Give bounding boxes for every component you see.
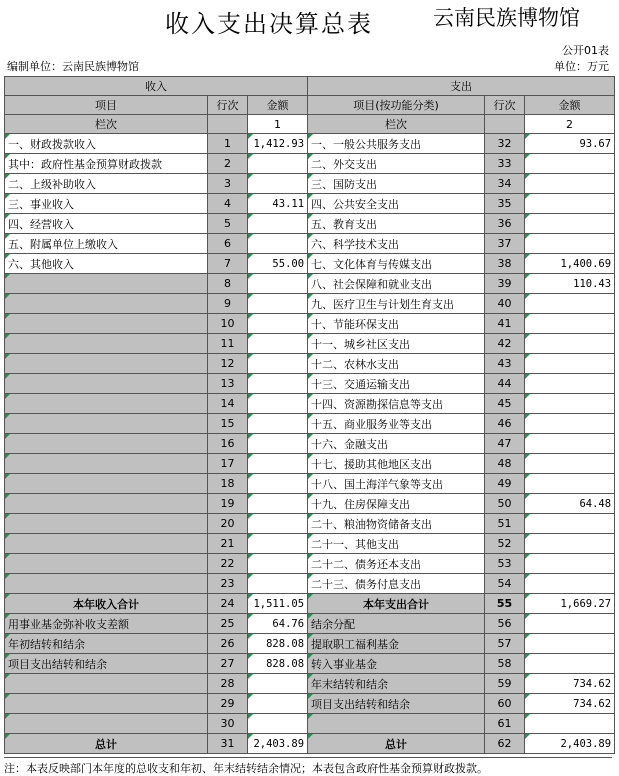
expense-amount-cell[interactable]: 64.48 [525, 494, 615, 514]
expense-amount-cell[interactable] [525, 474, 615, 494]
income-amount-cell[interactable] [248, 474, 308, 494]
income-row-no-header[interactable]: 行次 [208, 96, 248, 115]
expense-amount-cell[interactable]: 1,669.27 [525, 594, 615, 614]
table-note: 注：本表反映部门本年度的总收支和年初、年末结转结余情况；本表包含政府性基金预算财政拨款。 [4, 757, 612, 776]
table-row [5, 434, 615, 454]
expense-item-cell[interactable]: 二十一、其他支出 [308, 534, 485, 554]
expense-row-no-cell[interactable]: 34 [485, 174, 525, 194]
income-row-no-cell[interactable]: 17 [208, 454, 248, 474]
income-item-cell[interactable]: 五、附属单位上缴收入 [5, 234, 208, 254]
expense-row-no-cell[interactable]: 55 [485, 594, 525, 614]
income-row-no-cell[interactable]: 19 [208, 494, 248, 514]
income-row-no-cell[interactable]: 29 [208, 694, 248, 714]
expense-amount-cell[interactable]: 2,403.89 [525, 734, 615, 754]
income-total-item-cell[interactable] [5, 694, 208, 714]
expense-amount-cell[interactable] [525, 174, 615, 194]
income-item-header[interactable]: 项目 [5, 96, 208, 115]
expense-item-cell[interactable]: 十八、国土海洋气象等支出 [308, 474, 485, 494]
table-row [5, 374, 615, 394]
table-row [5, 174, 615, 194]
income-amount-cell[interactable] [248, 234, 308, 254]
expense-amount-cell[interactable] [525, 334, 615, 354]
expense-amount-cell[interactable] [525, 234, 615, 254]
income-row-no-cell[interactable]: 22 [208, 554, 248, 574]
expense-amount-cell[interactable] [525, 454, 615, 474]
income-amount-cell[interactable]: 828.08 [248, 654, 308, 674]
expense-total-item-cell[interactable] [308, 714, 485, 734]
income-row-no-cell[interactable]: 24 [208, 594, 248, 614]
income-column-label[interactable]: 栏次 [5, 115, 208, 134]
expense-row-no-cell[interactable]: 48 [485, 454, 525, 474]
income-item-cell[interactable]: 一、财政拨款收入 [5, 134, 208, 154]
expense-total-item-cell[interactable]: 本年支出合计 [308, 594, 485, 614]
income-item-cell[interactable] [5, 574, 208, 594]
income-row-no-cell[interactable]: 30 [208, 714, 248, 734]
income-row-no-cell[interactable]: 3 [208, 174, 248, 194]
expense-item-cell[interactable]: 一、一般公共服务支出 [308, 134, 485, 154]
expense-amount-cell[interactable] [525, 314, 615, 334]
income-amount-cell[interactable]: 2,403.89 [248, 734, 308, 754]
expense-row-no-cell[interactable]: 32 [485, 134, 525, 154]
income-item-cell[interactable] [5, 374, 208, 394]
income-total-item-cell[interactable]: 项目支出结转和结余 [5, 654, 208, 674]
income-amount-cell[interactable] [248, 494, 308, 514]
section-header-row [5, 77, 615, 96]
income-item-cell[interactable] [5, 394, 208, 414]
expense-amount-cell[interactable] [525, 194, 615, 214]
income-item-cell[interactable]: 二、上级补助收入 [5, 174, 208, 194]
income-amount-cell[interactable] [248, 214, 308, 234]
table-row [5, 234, 615, 254]
expense-item-cell[interactable]: 十二、农林水支出 [308, 354, 485, 374]
income-amount-cell[interactable]: 43.11 [248, 194, 308, 214]
income-item-cell[interactable] [5, 354, 208, 374]
income-amount-cell[interactable] [248, 414, 308, 434]
income-row-no-cell[interactable]: 7 [208, 254, 248, 274]
expense-item-cell[interactable]: 十五、商业服务业等支出 [308, 414, 485, 434]
income-item-cell[interactable] [5, 534, 208, 554]
expense-row-no-header[interactable]: 行次 [485, 96, 525, 115]
table-row [5, 394, 615, 414]
unit-label: 编制单位：云南民族博物馆 [7, 60, 139, 73]
table-row [5, 514, 615, 534]
income-amount-cell[interactable]: 828.08 [248, 634, 308, 654]
income-amount-cell[interactable] [248, 434, 308, 454]
column-header-row [5, 96, 615, 115]
expense-row-no-cell[interactable]: 51 [485, 514, 525, 534]
income-amount-cell[interactable] [248, 574, 308, 594]
expense-row-no-cell[interactable]: 54 [485, 574, 525, 594]
income-row-no-cell[interactable]: 2 [208, 154, 248, 174]
expense-item-cell[interactable]: 十、节能环保支出 [308, 314, 485, 334]
expense-item-cell[interactable]: 二十三、债务付息支出 [308, 574, 485, 594]
table-row [5, 414, 615, 434]
expense-row-no-cell[interactable]: 60 [485, 694, 525, 714]
total-row [5, 714, 615, 734]
total-row [5, 594, 615, 614]
expense-item-cell[interactable]: 二十、粮油物资储备支出 [308, 514, 485, 534]
table-row [5, 294, 615, 314]
expense-total-item-cell[interactable]: 年末结转和结余 [308, 674, 485, 694]
income-row-no-cell[interactable]: 13 [208, 374, 248, 394]
income-item-cell[interactable] [5, 334, 208, 354]
income-item-cell[interactable] [5, 494, 208, 514]
income-total-item-cell[interactable]: 本年收入合计 [5, 594, 208, 614]
expense-row-no-cell[interactable]: 40 [485, 294, 525, 314]
expense-amount-cell[interactable] [525, 654, 615, 674]
expense-row-no-cell[interactable]: 49 [485, 474, 525, 494]
income-amount-header[interactable]: 金额 [248, 96, 308, 115]
expense-row-no-cell[interactable]: 59 [485, 674, 525, 694]
income-item-cell[interactable]: 三、事业收入 [5, 194, 208, 214]
expense-row-no-cell[interactable]: 39 [485, 274, 525, 294]
expense-item-header[interactable]: 项目(按功能分类) [308, 96, 485, 115]
income-item-cell[interactable] [5, 554, 208, 574]
expense-item-cell[interactable]: 六、科学技术支出 [308, 234, 485, 254]
table-row [5, 574, 615, 594]
expense-row-no-cell[interactable]: 61 [485, 714, 525, 734]
organization-logo-text: 云南民族博物馆 [433, 6, 580, 30]
income-item-cell[interactable]: 四、经营收入 [5, 214, 208, 234]
income-row-no-cell[interactable]: 26 [208, 634, 248, 654]
table-row [5, 354, 615, 374]
expense-amount-cell[interactable] [525, 434, 615, 454]
expense-amount-cell[interactable] [525, 394, 615, 414]
income-item-cell[interactable] [5, 454, 208, 474]
expense-row-no-cell[interactable]: 43 [485, 354, 525, 374]
table-row [5, 214, 615, 234]
expense-item-cell[interactable]: 九、医疗卫生与计划生育支出 [308, 294, 485, 314]
expense-amount-cell[interactable] [525, 354, 615, 374]
expense-amount-cell[interactable] [525, 154, 615, 174]
total-row [5, 694, 615, 714]
expense-amount-cell[interactable] [525, 294, 615, 314]
income-item-cell[interactable] [5, 474, 208, 494]
income-row-no-cell[interactable]: 12 [208, 354, 248, 374]
income-total-item-cell[interactable] [5, 714, 208, 734]
column-index-row [5, 115, 615, 134]
table-row [5, 454, 615, 474]
expense-amount-cell[interactable]: 110.43 [525, 274, 615, 294]
table-row [5, 254, 615, 274]
expense-row-no-cell[interactable]: 42 [485, 334, 525, 354]
expense-amount-cell[interactable]: 1,400.69 [525, 254, 615, 274]
income-total-item-cell[interactable] [5, 674, 208, 694]
expense-header[interactable]: 支出 [308, 77, 615, 96]
income-row-no-cell[interactable]: 20 [208, 514, 248, 534]
expense-row-no-cell[interactable]: 38 [485, 254, 525, 274]
income-item-cell[interactable] [5, 294, 208, 314]
income-amount-cell[interactable] [248, 674, 308, 694]
expense-row-no-cell[interactable]: 45 [485, 394, 525, 414]
income-amount-cell[interactable]: 1,412.93 [248, 134, 308, 154]
expense-amount-header[interactable]: 金额 [525, 96, 615, 115]
currency-label: 单位：万元 [554, 60, 609, 73]
income-row-no-cell[interactable]: 15 [208, 414, 248, 434]
income-row-no-cell[interactable]: 10 [208, 314, 248, 334]
income-item-cell[interactable] [5, 514, 208, 534]
expense-total-item-cell[interactable]: 转入事业基金 [308, 654, 485, 674]
expense-amount-cell[interactable] [525, 374, 615, 394]
income-column-blank[interactable] [208, 115, 248, 134]
expense-row-no-cell[interactable]: 50 [485, 494, 525, 514]
income-amount-cell[interactable] [248, 174, 308, 194]
form-code: 公开01表 [562, 44, 609, 57]
total-row [5, 634, 615, 654]
income-amount-cell[interactable] [248, 354, 308, 374]
income-amount-cell[interactable] [248, 374, 308, 394]
expense-row-no-cell[interactable]: 47 [485, 434, 525, 454]
expense-amount-cell[interactable]: 93.67 [525, 134, 615, 154]
table-row [5, 154, 615, 174]
income-row-no-cell[interactable]: 9 [208, 294, 248, 314]
expense-amount-cell[interactable]: 734.62 [525, 674, 615, 694]
table-row [5, 554, 615, 574]
income-row-no-cell[interactable]: 28 [208, 674, 248, 694]
expense-item-cell[interactable]: 三、国防支出 [308, 174, 485, 194]
income-row-no-cell[interactable]: 18 [208, 474, 248, 494]
income-header[interactable]: 收入 [5, 77, 308, 96]
income-row-no-cell[interactable]: 27 [208, 654, 248, 674]
table-row [5, 534, 615, 554]
expense-total-item-cell[interactable]: 项目支出结转和结余 [308, 694, 485, 714]
income-total-item-cell[interactable]: 用事业基金弥补收支差额 [5, 614, 208, 634]
income-amount-cell[interactable]: 1,511.05 [248, 594, 308, 614]
income-row-no-cell[interactable]: 8 [208, 274, 248, 294]
expense-item-cell[interactable]: 十三、交通运输支出 [308, 374, 485, 394]
income-amount-cell[interactable] [248, 314, 308, 334]
expense-amount-cell[interactable] [525, 534, 615, 554]
expense-item-cell[interactable]: 十四、资源勘探信息等支出 [308, 394, 485, 414]
expense-total-item-cell[interactable]: 结余分配 [308, 614, 485, 634]
income-row-no-cell[interactable]: 11 [208, 334, 248, 354]
income-row-no-cell[interactable]: 31 [208, 734, 248, 754]
income-amount-cell[interactable]: 55.00 [248, 254, 308, 274]
total-row [5, 654, 615, 674]
expense-row-no-cell[interactable]: 33 [485, 154, 525, 174]
expense-item-cell[interactable]: 二十二、债务还本支出 [308, 554, 485, 574]
income-amount-cell[interactable] [248, 514, 308, 534]
expense-column-number[interactable]: 2 [525, 115, 615, 134]
income-amount-cell[interactable]: 64.76 [248, 614, 308, 634]
income-amount-cell[interactable] [248, 714, 308, 734]
income-amount-cell[interactable] [248, 154, 308, 174]
income-item-cell[interactable] [5, 434, 208, 454]
income-amount-cell[interactable] [248, 334, 308, 354]
income-row-no-cell[interactable]: 5 [208, 214, 248, 234]
income-item-cell[interactable]: 六、其他收入 [5, 254, 208, 274]
income-amount-cell[interactable] [248, 554, 308, 574]
expense-row-no-cell[interactable]: 58 [485, 654, 525, 674]
expense-amount-cell[interactable] [525, 214, 615, 234]
table-row [5, 134, 615, 154]
header-line [0, 57, 619, 73]
expense-row-no-cell[interactable]: 52 [485, 534, 525, 554]
income-row-no-cell[interactable]: 1 [208, 134, 248, 154]
expense-amount-cell[interactable] [525, 554, 615, 574]
expense-row-no-cell[interactable]: 46 [485, 414, 525, 434]
income-item-cell[interactable] [5, 414, 208, 434]
expense-item-cell[interactable]: 十七、援助其他地区支出 [308, 454, 485, 474]
page-title: 收入支出决算总表 [165, 10, 373, 38]
expense-amount-cell[interactable] [525, 634, 615, 654]
income-amount-cell[interactable] [248, 454, 308, 474]
table-row [5, 194, 615, 214]
expense-item-cell[interactable]: 十一、城乡社区支出 [308, 334, 485, 354]
expense-row-no-cell[interactable]: 37 [485, 234, 525, 254]
table-row [5, 474, 615, 494]
expense-column-blank[interactable] [485, 115, 525, 134]
expense-amount-cell[interactable] [525, 574, 615, 594]
income-item-cell[interactable] [5, 274, 208, 294]
expense-item-cell[interactable]: 二、外交支出 [308, 154, 485, 174]
expense-amount-cell[interactable] [525, 514, 615, 534]
income-row-no-cell[interactable]: 21 [208, 534, 248, 554]
income-amount-cell[interactable] [248, 694, 308, 714]
income-item-cell[interactable] [5, 314, 208, 334]
expense-amount-cell[interactable] [525, 714, 615, 734]
income-row-no-cell[interactable]: 16 [208, 434, 248, 454]
expense-row-no-cell[interactable]: 41 [485, 314, 525, 334]
income-amount-cell[interactable] [248, 534, 308, 554]
expense-row-no-cell[interactable]: 57 [485, 634, 525, 654]
income-row-no-cell[interactable]: 6 [208, 234, 248, 254]
total-row [5, 674, 615, 694]
expense-row-no-cell[interactable]: 53 [485, 554, 525, 574]
expense-item-cell[interactable]: 四、公共安全支出 [308, 194, 485, 214]
table-row [5, 314, 615, 334]
expense-amount-cell[interactable] [525, 414, 615, 434]
expense-row-no-cell[interactable]: 36 [485, 214, 525, 234]
expense-item-cell[interactable]: 十九、住房保障支出 [308, 494, 485, 514]
expense-column-label[interactable]: 栏次 [308, 115, 485, 134]
expense-item-cell[interactable]: 七、文化体育与传媒支出 [308, 254, 485, 274]
expense-amount-cell[interactable]: 734.62 [525, 694, 615, 714]
total-row [5, 734, 615, 754]
income-column-number[interactable]: 1 [248, 115, 308, 134]
expense-row-no-cell[interactable]: 56 [485, 614, 525, 634]
summary-table [4, 76, 615, 754]
table-row [5, 274, 615, 294]
expense-row-no-cell[interactable]: 62 [485, 734, 525, 754]
income-row-no-cell[interactable]: 23 [208, 574, 248, 594]
expense-total-item-cell[interactable]: 提取职工福利基金 [308, 634, 485, 654]
table-row [5, 494, 615, 514]
income-row-no-cell[interactable]: 4 [208, 194, 248, 214]
total-row [5, 614, 615, 634]
expense-item-cell[interactable]: 十六、金融支出 [308, 434, 485, 454]
expense-item-cell[interactable]: 八、社会保障和就业支出 [308, 274, 485, 294]
income-total-item-cell[interactable]: 总计 [5, 734, 208, 754]
expense-total-item-cell[interactable]: 总计 [308, 734, 485, 754]
expense-amount-cell[interactable] [525, 614, 615, 634]
table-row [5, 334, 615, 354]
income-row-no-cell[interactable]: 25 [208, 614, 248, 634]
income-amount-cell[interactable] [248, 394, 308, 414]
expense-row-no-cell[interactable]: 44 [485, 374, 525, 394]
expense-row-no-cell[interactable]: 35 [485, 194, 525, 214]
income-amount-cell[interactable] [248, 294, 308, 314]
expense-item-cell[interactable]: 五、教育支出 [308, 214, 485, 234]
income-total-item-cell[interactable]: 年初结转和结余 [5, 634, 208, 654]
income-row-no-cell[interactable]: 14 [208, 394, 248, 414]
income-item-cell[interactable]: 其中：政府性基金预算财政拨款 [5, 154, 208, 174]
income-amount-cell[interactable] [248, 274, 308, 294]
